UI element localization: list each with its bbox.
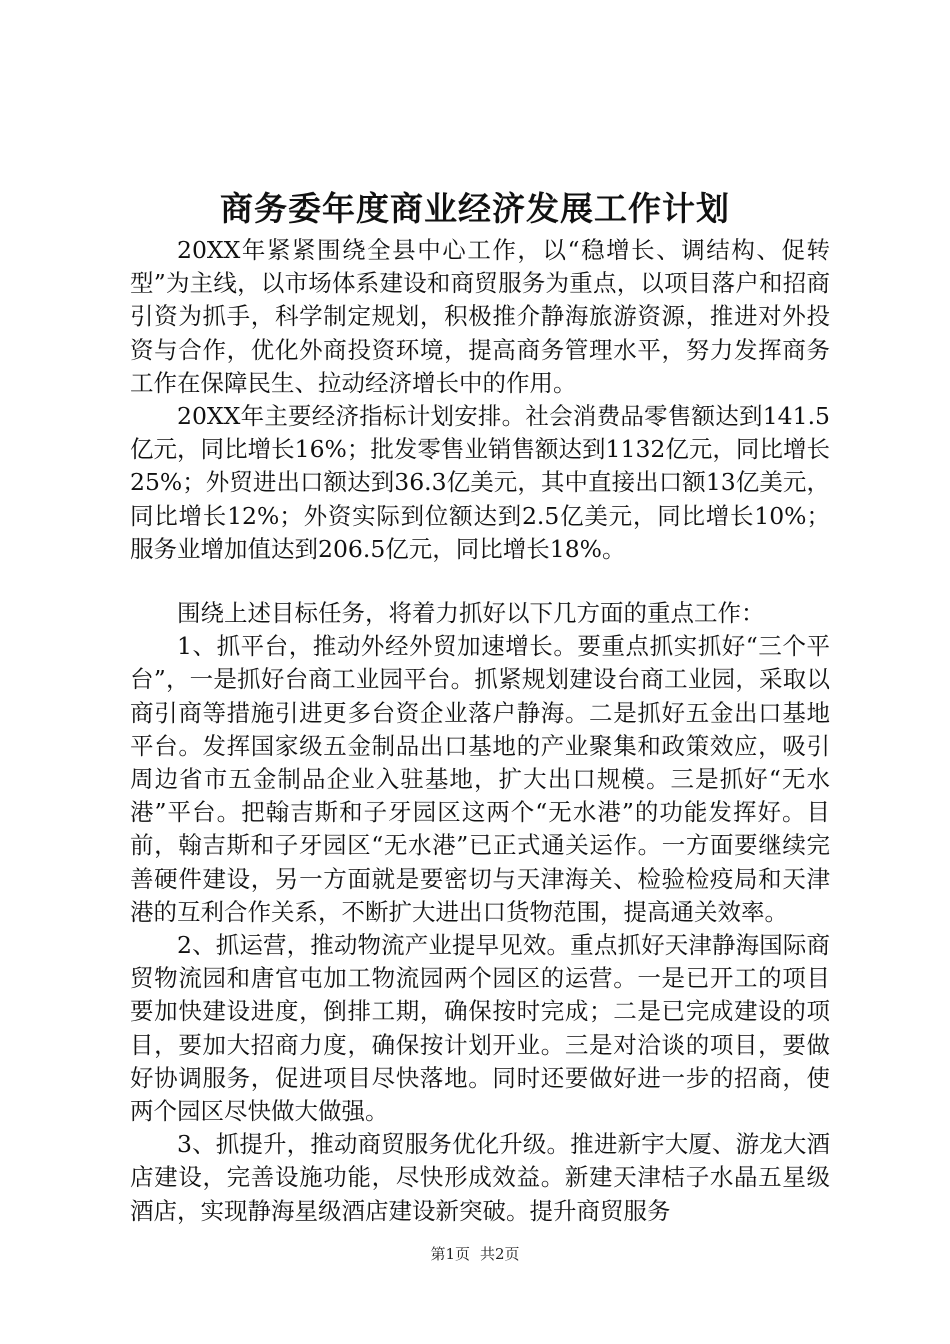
document-body (130, 234, 830, 1228)
page-number: 第1页 (430, 1245, 470, 1263)
page-total: 共2页 (480, 1245, 520, 1263)
document-title: 商务委年度商业经济发展工作计划 (220, 189, 730, 228)
paragraph-item-1: 1、抓平台，推动外经外贸加速增长。要重点抓实抓好“三个平台”，一是抓好台商工业园平台。抓紧规划建设台商工业园，采取以商引商等措施引进更多台资企业落户静海。二是抓好五金出口基地平台。发挥国家级五金制品出口基地的产业聚集和政策效应，吸引周边省市五金制品企业入驻基地，扩大出口规模。三是抓好“无水港”平台。把翰吉斯和子牙园区这两个“无水港”的功能发挥好。目前，翰吉斯和子牙园区“无水港”已正式通关运作。一方面要继续完善硬件建设，另一方面就是要密切与天津海关、检验检疫局和天津港的互利合作关系，不断扩大进出口货物范围，提高通关效率。 (130, 632, 830, 926)
paragraph-tasks-lead: 围绕上述目标任务，将着力抓好以下几方面的重点工作： (177, 599, 765, 628)
paragraph-intro: 20XX年紧紧围绕全县中心工作，以“稳增长、调结构、促转型”为主线，以市场体系建设和商贸服务为重点，以项目落户和招商引资为抓手，科学制定规划，积极推介静海旅游资源，推进对外投资与合作，优化外商投资环境，提高商务管理水平，努力发挥商务工作在保障民生、拉动经济增长中的作用。 (130, 236, 830, 397)
page-footer (0, 1244, 950, 1264)
paragraph-item-3: 3、抓提升，推动商贸服务优化升级。推进新宇大厦、游龙大酒店建设，完善设施功能，尽快形成效益。新建天津桔子水晶五星级酒店，实现静海星级酒店建设新突破。提升商贸服务 (130, 1130, 830, 1225)
paragraph-item-2: 2、抓运营，推动物流产业提早见效。重点抓好天津静海国际商贸物流园和唐官屯加工物流园两个园区的运营。一是已开工的项目要加快建设进度，倒排工期，确保按时完成；二是已完成建设的项目，要加大招商力度，确保按计划开业。三是对洽谈的项目，要做好协调服务，促进项目尽快落地。同时还要做好进一步的招商，使两个园区尽快做大做强。 (130, 931, 830, 1126)
paragraph-indicators: 20XX年主要经济指标计划安排。社会消费品零售额达到141.5亿元，同比增长16%；批发零售业销售额达到1132亿元，同比增长25%；外贸进出口额达到36.3亿美元，其中直接出口额13亿美元，同比增长12%；外资实际到位额达到2.5亿美元，同比增长10%；服务业增加值达到206.5亿元，同比增长18%。 (130, 402, 830, 563)
